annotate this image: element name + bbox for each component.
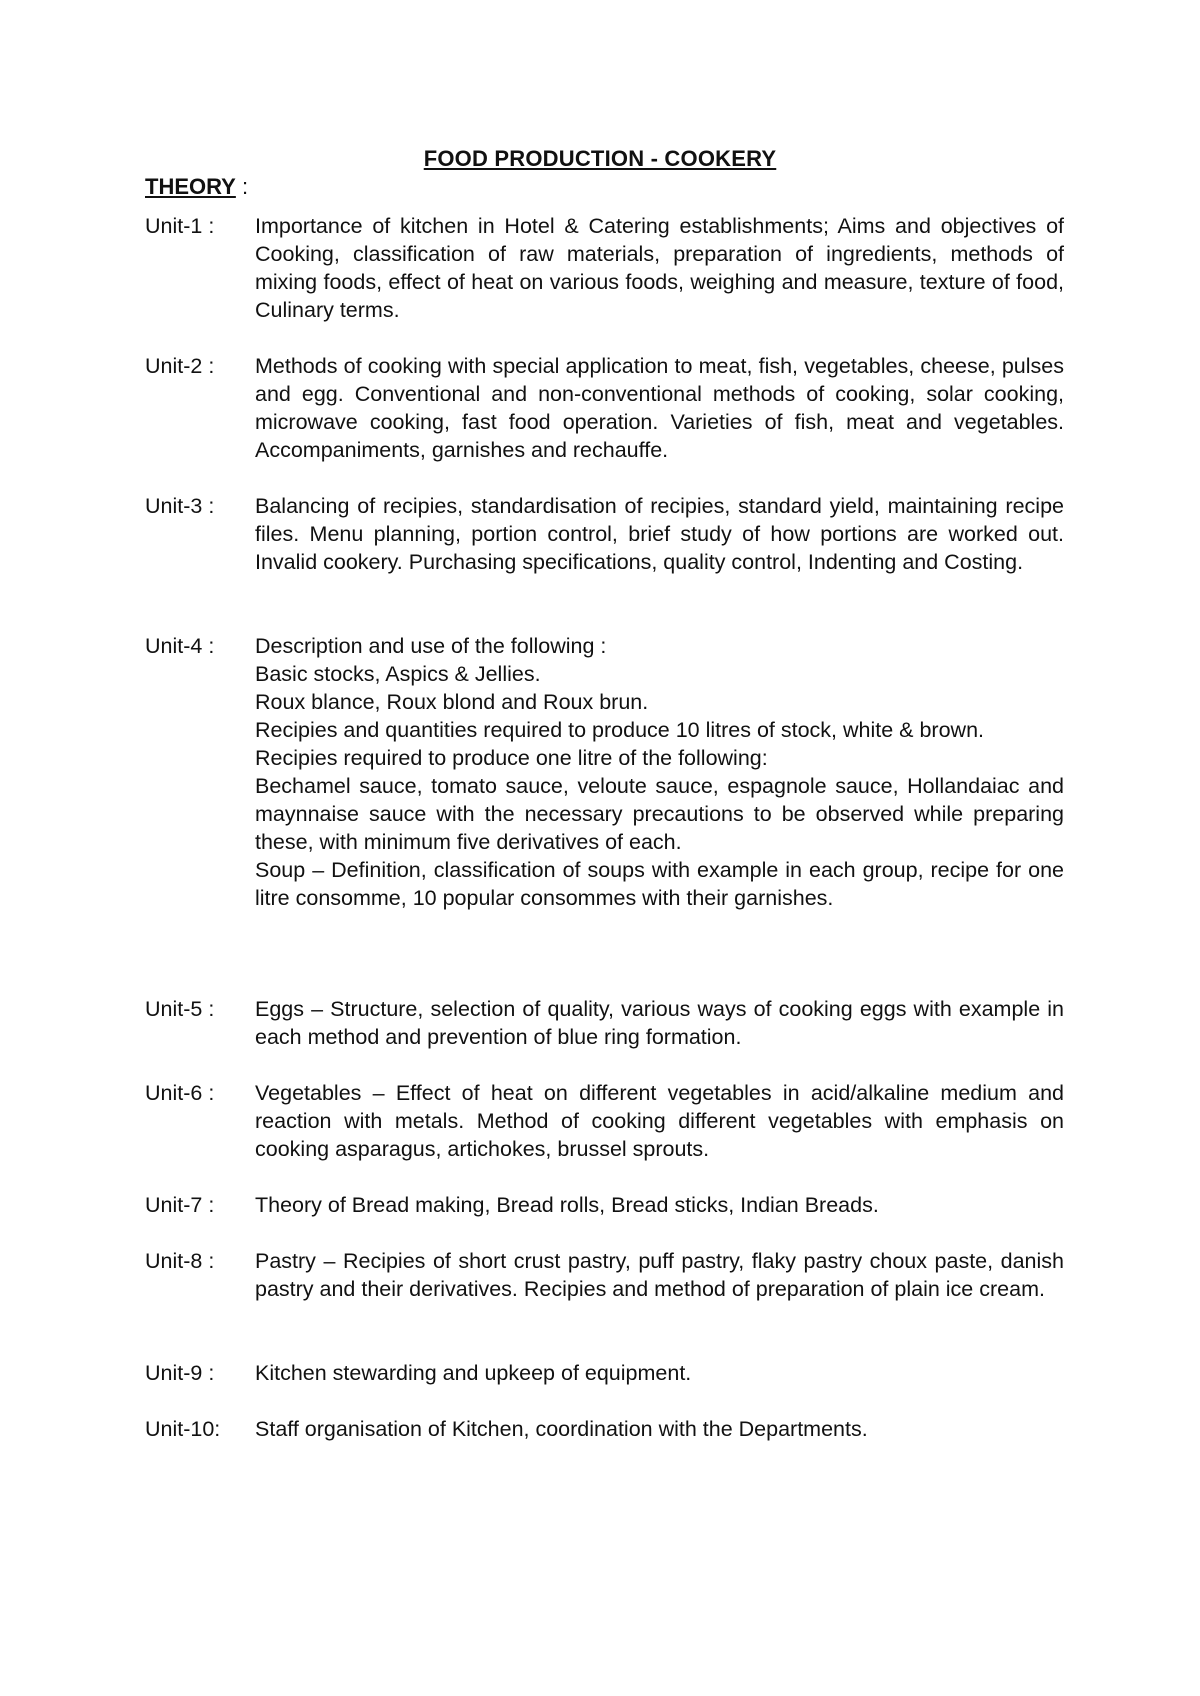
unit-paragraph: Recipies required to produce one litre of the following: (255, 746, 768, 770)
unit-paragraph: Kitchen stewarding and upkeep of equipment. (255, 1361, 692, 1385)
unit-body (255, 1079, 1064, 1163)
unit-paragraph: Soup – Definition, classification of soups with example in each group, recipe for one litre consomme, 10 popular consommes with their garnishes. (255, 858, 1064, 910)
unit-body (255, 1359, 1064, 1387)
document-title: FOOD PRODUCTION - COOKERY (423, 146, 777, 171)
unit-paragraph: Balancing of recipies, standardisation of recipies, standard yield, maintaining recipe files. Menu planning, portion control, brief study of how portions are worked out. Invalid cookery. Purchasing specifications, quality control, Indenting and Costing. (255, 494, 1064, 574)
unit-paragraph: Vegetables – Effect of heat on different vegetables in acid/alkaline medium and reaction with metals. Method of cooking different vegetables with emphasis on cooking asparagus, artichokes, brussel sprouts. (255, 1081, 1064, 1161)
unit-body (255, 1191, 1064, 1219)
unit-body (255, 352, 1064, 464)
unit-body (255, 1415, 1064, 1443)
unit-paragraph: Pastry – Recipies of short crust pastry, puff pastry, flaky pastry choux paste, danish pastry and their derivatives. Recipies and method of preparation of plain ice cream. (255, 1249, 1064, 1301)
unit-paragraph: Roux blance, Roux blond and Roux brun. (255, 690, 649, 714)
unit-paragraph: Theory of Bread making, Bread rolls, Bread sticks, Indian Breads. (255, 1193, 879, 1217)
unit-label: Unit-3 : (145, 494, 215, 518)
unit-paragraph: Basic stocks, Aspics & Jellies. (255, 662, 541, 686)
unit-label: Unit-6 : (145, 1081, 215, 1105)
unit-paragraph: Eggs – Structure, selection of quality, various ways of cooking eggs with example in each method and prevention of blue ring formation. (255, 997, 1064, 1049)
section-label-suffix: : (235, 174, 249, 199)
unit-label: Unit-9 : (145, 1361, 215, 1385)
unit-paragraph: Recipies and quantities required to produce 10 litres of stock, white & brown. (255, 718, 985, 742)
section-label: THEORY (145, 174, 236, 199)
unit-label: Unit-2 : (145, 354, 215, 378)
unit-body (255, 492, 1064, 576)
unit-body (255, 995, 1064, 1051)
section-heading (145, 174, 248, 200)
unit-label: Unit-1 : (145, 214, 215, 238)
unit-label: Unit-8 : (145, 1249, 215, 1273)
unit-paragraph: Importance of kitchen in Hotel & Catering establishments; Aims and objectives of Cooking, classification of raw materials, preparation of ingredients, methods of mixing foods, effect of heat on various foods, weighing and measure, texture of food, Culinary terms. (255, 214, 1064, 322)
unit-paragraph: Methods of cooking with special application to meat, fish, vegetables, cheese, pulses and egg. Conventional and non-conventional methods of cooking, solar cooking, microwave cooking, fast food operation. Varieties of fish, meat and vegetables. Accompaniments, garnishes and rechauffe. (255, 354, 1064, 462)
unit-label: Unit-10: (145, 1417, 221, 1441)
unit-body (255, 632, 1064, 912)
unit-paragraph: Description and use of the following : (255, 634, 607, 658)
unit-label: Unit-5 : (145, 997, 215, 1021)
unit-label: Unit-4 : (145, 634, 215, 658)
unit-label: Unit-7 : (145, 1193, 215, 1217)
unit-paragraph: Staff organisation of Kitchen, coordination with the Departments. (255, 1417, 868, 1441)
unit-body (255, 212, 1064, 324)
unit-paragraph: Bechamel sauce, tomato sauce, veloute sauce, espagnole sauce, Hollandaiac and maynnaise sauce with the necessary precautions to be observed while preparing these, with minimum five derivatives of each. (255, 774, 1064, 854)
unit-body (255, 1247, 1064, 1303)
